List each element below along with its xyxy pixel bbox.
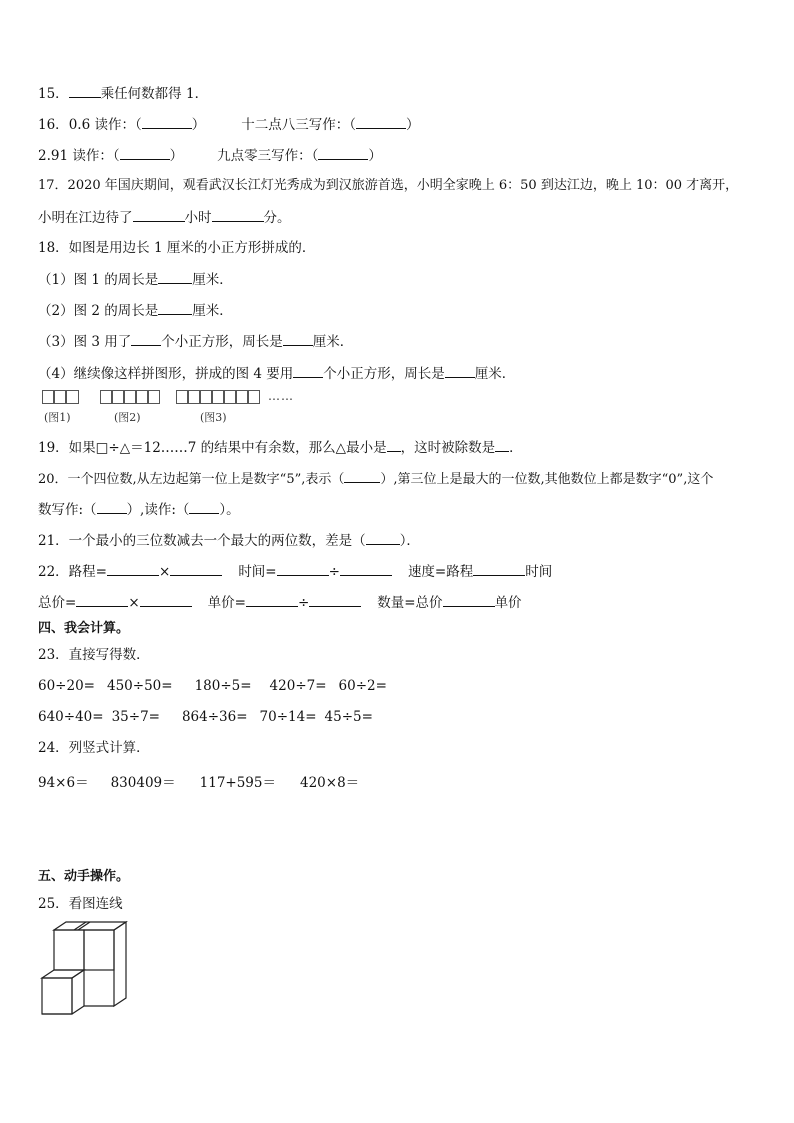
question-18-title: 18．如图是用边长 1 厘米的小正方形拼成的． <box>38 240 316 256</box>
formula-text: × <box>159 564 171 580</box>
question-17-line1: 17．2020 年国庆期间，观看武汉长江灯光秀成为到汉旅游首选，小明全家晚上 6：50 到达江边，晚上 10：00 才离开， <box>38 178 739 193</box>
question-23-row1 <box>38 677 387 695</box>
answer-blank[interactable] <box>283 332 313 346</box>
paren-close: ） <box>405 117 420 133</box>
question-text: 21．一个最小的三位数减去一个最大的两位数，差是（ <box>38 533 366 549</box>
answer-blank[interactable] <box>107 562 159 576</box>
figure-3-label: (图3) <box>200 411 227 424</box>
figure-2-label: (图2) <box>114 411 141 424</box>
answer-blank[interactable] <box>445 364 475 378</box>
question-text: 小明在江边待了 <box>38 210 133 226</box>
question-text: 19．如果□÷△＝12……7 的结果中有余数，那么△最小是 <box>38 440 387 456</box>
calc-item: 60÷2= <box>338 678 387 694</box>
question-20-line2 <box>38 500 240 519</box>
question-text: 个小正方形，周长是 <box>161 334 283 350</box>
question-16-part2 <box>38 146 382 165</box>
calc-item: 35÷7= <box>111 709 160 725</box>
calc-item: 864÷36= <box>181 709 248 725</box>
question-text: 厘米． <box>474 366 516 382</box>
formula-text: ÷ <box>328 564 340 580</box>
answer-blank[interactable] <box>120 146 170 160</box>
question-text: （2）图 2 的周长是 <box>38 303 159 319</box>
calc-item: 640÷40= <box>38 709 104 725</box>
answer-blank[interactable] <box>293 364 323 378</box>
question-text: 分。 <box>263 210 291 226</box>
answer-blank[interactable] <box>76 593 128 607</box>
answer-blank[interactable] <box>344 469 380 483</box>
formula-text: 速度=路程 <box>407 564 474 580</box>
calc-item: 94×6＝ <box>38 775 89 791</box>
question-number: 15． <box>38 86 69 102</box>
question-text: 2.91 读作：（ <box>38 148 120 164</box>
question-text: 数写作:（ <box>38 502 97 518</box>
formula-text: 单价= <box>207 595 246 611</box>
question-24-title: 24．列竖式计算． <box>38 740 150 756</box>
answer-blank[interactable] <box>277 562 329 576</box>
answer-blank[interactable] <box>443 593 495 607</box>
answer-blank[interactable] <box>140 593 192 607</box>
question-18-part4 <box>38 364 515 383</box>
answer-blank[interactable] <box>340 562 392 576</box>
question-18-part2 <box>38 301 233 320</box>
answer-blank[interactable] <box>131 332 161 346</box>
calc-item: 45÷5= <box>324 709 373 725</box>
answer-blank[interactable] <box>170 562 222 576</box>
question-text: 小时 <box>184 210 212 226</box>
question-23-title: 23．直接写得数． <box>38 647 150 663</box>
answer-blank[interactable] <box>246 593 298 607</box>
formula-text: ÷ <box>297 595 310 611</box>
question-18-part1 <box>38 270 233 289</box>
question-17-line2 <box>38 208 291 227</box>
question-text: 九点零三写作：（ <box>217 148 319 164</box>
continuation-dots: …… <box>268 389 294 403</box>
answer-blank[interactable] <box>495 438 509 452</box>
question-text: （3）图 3 用了 <box>38 334 132 350</box>
question-16 <box>38 115 419 134</box>
formula-text: × <box>128 595 140 611</box>
formula-text: 数量=总价 <box>377 595 443 611</box>
calc-item: 117+595＝ <box>199 775 276 791</box>
answer-blank[interactable] <box>189 500 219 514</box>
question-text: ）． <box>399 533 420 549</box>
answer-blank[interactable] <box>133 208 185 222</box>
question-text: 厘米． <box>312 334 354 350</box>
answer-blank[interactable] <box>142 115 192 129</box>
calc-item: 60÷20= <box>38 678 95 694</box>
question-21 <box>38 531 420 550</box>
answer-blank[interactable] <box>69 84 101 98</box>
question-15 <box>38 84 208 103</box>
calc-item: 450÷50= <box>106 678 173 694</box>
question-25-title: 25．看图连线 <box>38 896 123 912</box>
question-19 <box>38 438 523 457</box>
section-heading-5: 五、动手操作。 <box>38 869 130 884</box>
paren-close: ） <box>169 148 184 164</box>
question-text: 厘米． <box>192 272 233 288</box>
calc-item: 830409＝ <box>110 775 176 791</box>
answer-blank[interactable] <box>366 531 400 545</box>
question-text: ）,第三位上是最大的一位数,其他数位上都是数字“0”,这个 <box>380 472 714 487</box>
question-20-line1 <box>38 469 713 489</box>
answer-blank[interactable] <box>318 146 368 160</box>
question-22-line1 <box>38 562 552 581</box>
question-text: 十二点八三写作：（ <box>241 117 356 133</box>
cube-stack-figure <box>38 920 132 1018</box>
question-22-line2 <box>38 593 522 612</box>
question-text: 20．一个四位数,从左边起第一位上是数字“5”,表示（ <box>38 472 345 487</box>
question-text: 0.6 读作：（ <box>68 117 142 133</box>
question-18-part3 <box>38 332 353 351</box>
question-text: 个小正方形，周长是 <box>323 366 445 382</box>
answer-blank[interactable] <box>356 115 406 129</box>
question-text: ）,读作:（ <box>126 502 190 518</box>
answer-blank[interactable] <box>212 208 264 222</box>
question-23-row2 <box>38 708 373 726</box>
answer-blank[interactable] <box>387 438 401 452</box>
calc-item: 420×8＝ <box>300 775 360 791</box>
question-text: ． <box>509 440 523 456</box>
figure-1-label: (图1) <box>44 411 71 424</box>
calc-item: 70÷14= <box>259 709 317 725</box>
question-text: 厘米． <box>192 303 233 319</box>
question-text: ，这时被除数是 <box>400 440 496 456</box>
question-text: ）。 <box>219 502 240 518</box>
formula-text: 总价= <box>38 595 77 611</box>
answer-blank[interactable] <box>158 270 192 284</box>
question-text: 乘任何数都得 1． <box>100 86 209 102</box>
answer-blank[interactable] <box>97 500 127 514</box>
calc-item: 420÷7= <box>269 678 327 694</box>
paren-close: ） <box>368 148 382 164</box>
paren-close: ） <box>191 117 206 133</box>
formula-text: 单价 <box>494 595 522 611</box>
answer-blank[interactable] <box>309 593 361 607</box>
question-number: 16． <box>38 117 69 133</box>
section-heading-4: 四、我会计算。 <box>38 621 130 636</box>
answer-blank[interactable] <box>158 301 192 315</box>
formula-text: 时间= <box>238 564 277 580</box>
question-24-row <box>38 774 359 792</box>
calc-item: 180÷5= <box>194 678 252 694</box>
question-text: （1）图 1 的周长是 <box>38 272 159 288</box>
formula-text: 时间 <box>525 564 553 580</box>
question-text: （4）继续像这样拼图形，拼成的图 4 要用 <box>38 366 294 382</box>
answer-blank[interactable] <box>473 562 525 576</box>
formula-text: 22．路程= <box>38 564 107 580</box>
